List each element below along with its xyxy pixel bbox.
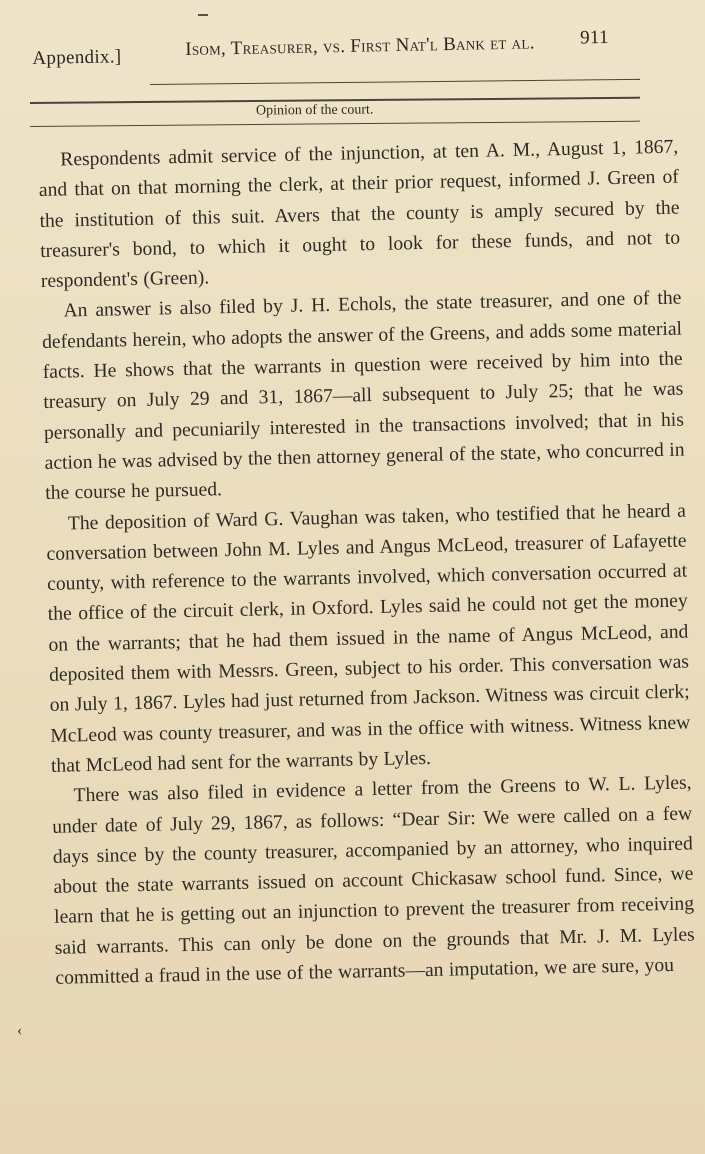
header-rule: [150, 79, 640, 85]
paragraph-respondents: Respondents admit service of the injunction, at ten A. M., August 1, 1867, and that on that morning the clerk, at their prior request, informed J. Green of the institution of this suit. Avers that the county is amply secured by the treasurer's bond, to which it ought to look for these funds, and not to respondent's (Green).: [38, 136, 681, 293]
caption-bottom-rule: [30, 121, 640, 127]
paragraph-greens-letter: There was also filed in evidence a letter from the Greens to W. L. Lyles, under date of July 29, 1867, as follows: “Dear Sir: We were called on a few days since by the county treasurer, accompanied by an attorney, who inquired about the state warrants issued on account Chickasaw school fund. Since, we learn that he is getting out an injunction to prevent the treasurer from receiving said warrants. This can only be done on the grounds that Mr. J. M. Lyles committed a fraud in the use of the warrants—an imputation, we are sure, you: [52, 772, 695, 989]
running-head-section: Appendix.]: [32, 46, 122, 69]
section-caption: Opinion of the court.: [255, 102, 374, 119]
margin-mark: ‹: [17, 1022, 23, 1039]
paragraph-vaughan-deposition: The deposition of Ward G. Vaughan was taken, who testified that he heard a conversation between John M. Lyles and Angus McLeod, treasurer of Lafayette county, with reference to the warrants involved, which conversation occurred at the office of the circuit clerk, in Oxford. Lyles said he could not get the money on the warrants; that he had them issued in the name of Angus McLeod, and deposited them with Messrs. Green, subject to his order. This conversation was on July 1, 1867. Lyles had just returned from Jackson. Witness was circuit clerk; McLeod was county treasurer, and was in the office with witness. Witness knew that McLeod had sent for the warrants by Lyles.: [46, 500, 691, 777]
running-head-case-title: Isom, Treasurer, vs. First Nat'l Bank et al.: [185, 32, 535, 61]
paragraph-echols-answer: An answer is also filed by J. H. Echols, the state treasurer, and one of the defendants herein, who adopts the answer of the Greens, and adds some material facts. He shows that the warrants in question were received by him into the treasury on July 29 and 31, 1867—all subsequent to July 25; that he was personally and pecuniarily interested in the transactions involved; that in his action he was advised by the then attorney general of the state, who concurred in the course he pursued.: [41, 288, 685, 505]
page-number: 911: [579, 26, 609, 49]
body-text: [38, 133, 696, 995]
top-dash-mark: [198, 14, 208, 16]
running-head: [32, 26, 633, 78]
